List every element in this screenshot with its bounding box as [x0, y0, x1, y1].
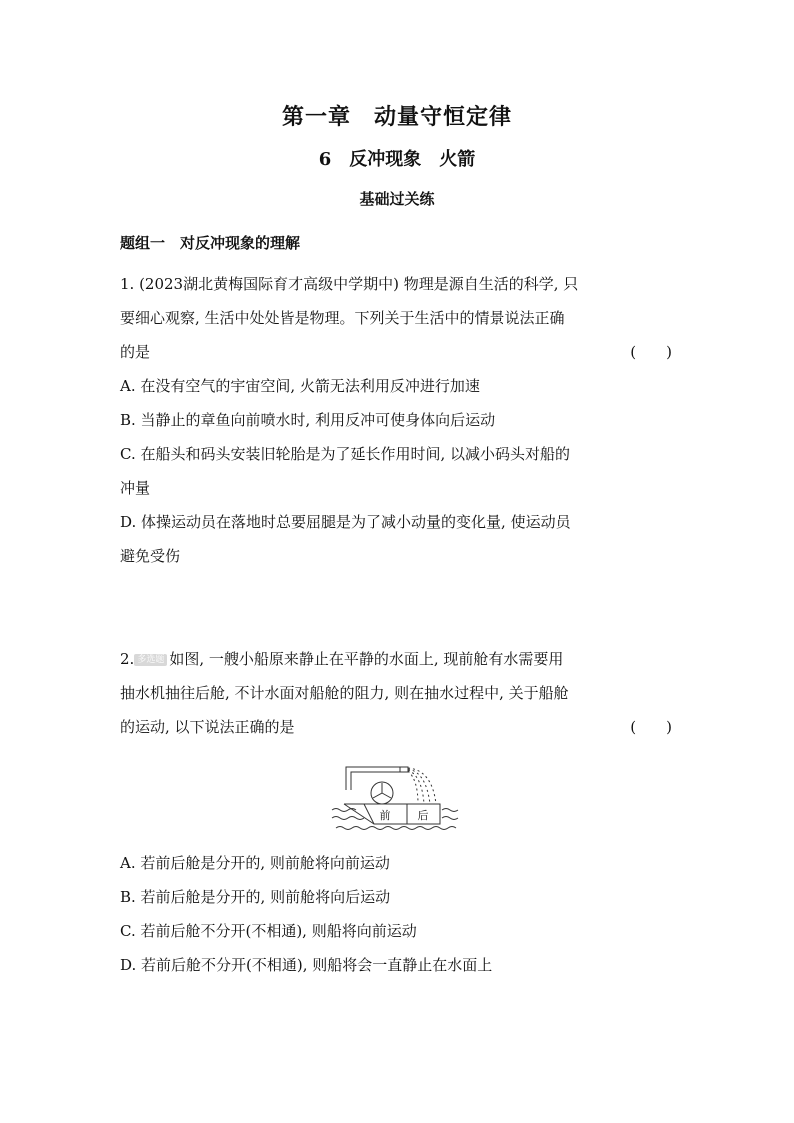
- front-cabin-label: 前: [379, 809, 391, 822]
- question-number: 2.: [120, 650, 135, 668]
- multi-choice-badge: 多选题: [134, 654, 167, 666]
- question-2-stem-line: 抽水机抽往后舱, 不计水面对船舱的阻力, 则在抽水过程中, 关于船舱: [120, 684, 569, 702]
- boat-hull: [364, 804, 440, 824]
- question-2-stem-text: 的运动, 以下说法正确的是: [120, 718, 295, 736]
- question-2: [120, 647, 672, 749]
- pump-blade-icon: [373, 783, 391, 798]
- question-1-stem-line: 要细心观察, 生活中处处皆是物理。下列关于生活中的情景说法正确: [120, 309, 565, 327]
- question-group-title: 题组一 对反冲现象的理解: [120, 234, 301, 252]
- option-d: D. 若前后舱不分开(不相通), 则船将会一直静止在水面上: [120, 956, 493, 974]
- question-2-options: [120, 851, 672, 987]
- option-b: B. 当静止的章鱼向前喷水时, 利用反冲可使身体向后运动: [120, 411, 496, 429]
- option-c: C. 若前后舱不分开(不相通), 则船将向前运动: [120, 922, 417, 940]
- option-d-continued: 避免受伤: [120, 547, 181, 565]
- option-b: B. 若前后舱是分开的, 则前舱将向后运动: [120, 888, 391, 906]
- section-title: 6 反冲现象 火箭: [318, 149, 476, 170]
- question-2-stem-line: [120, 647, 672, 681]
- water-waves: [332, 809, 458, 830]
- exercise-subtitle: 基础过关练: [359, 190, 435, 208]
- pipe-nozzle: [400, 767, 408, 772]
- option-c: C. 在船头和码头安装旧轮胎是为了延长作用时间, 以减小码头对船的: [120, 445, 571, 463]
- option-d: D. 体操运动员在落地时总要屈腿是为了减小动量的变化量, 使运动员: [120, 513, 571, 531]
- question-1-stem-line: 1. (2023湖北黄梅国际育才高级中学期中) 物理是源自生活的科学, 只: [120, 275, 579, 293]
- question-1-stem-text: 的是: [120, 343, 151, 361]
- question-1-stem-line: [120, 340, 672, 374]
- answer-blank: ( ): [630, 343, 672, 361]
- question-2-stem-line: [120, 715, 672, 749]
- boat-pump-figure: [330, 758, 465, 838]
- option-c-continued: 冲量: [120, 479, 151, 497]
- question-2-stem-text: 如图, 一艘小船原来静止在平静的水面上, 现前舱有水需要用: [169, 650, 564, 668]
- question-1: [120, 272, 672, 578]
- back-cabin-label: 后: [417, 809, 429, 822]
- water-spray: [408, 768, 436, 804]
- pump-pipe-inner: [351, 772, 400, 790]
- answer-blank: ( ): [630, 718, 672, 736]
- option-a: A. 在没有空气的宇宙空间, 火箭无法利用反冲进行加速: [120, 377, 480, 395]
- chapter-title: 第一章 动量守恒定律: [281, 104, 512, 130]
- option-a: A. 若前后舱是分开的, 则前舱将向前运动: [120, 854, 390, 872]
